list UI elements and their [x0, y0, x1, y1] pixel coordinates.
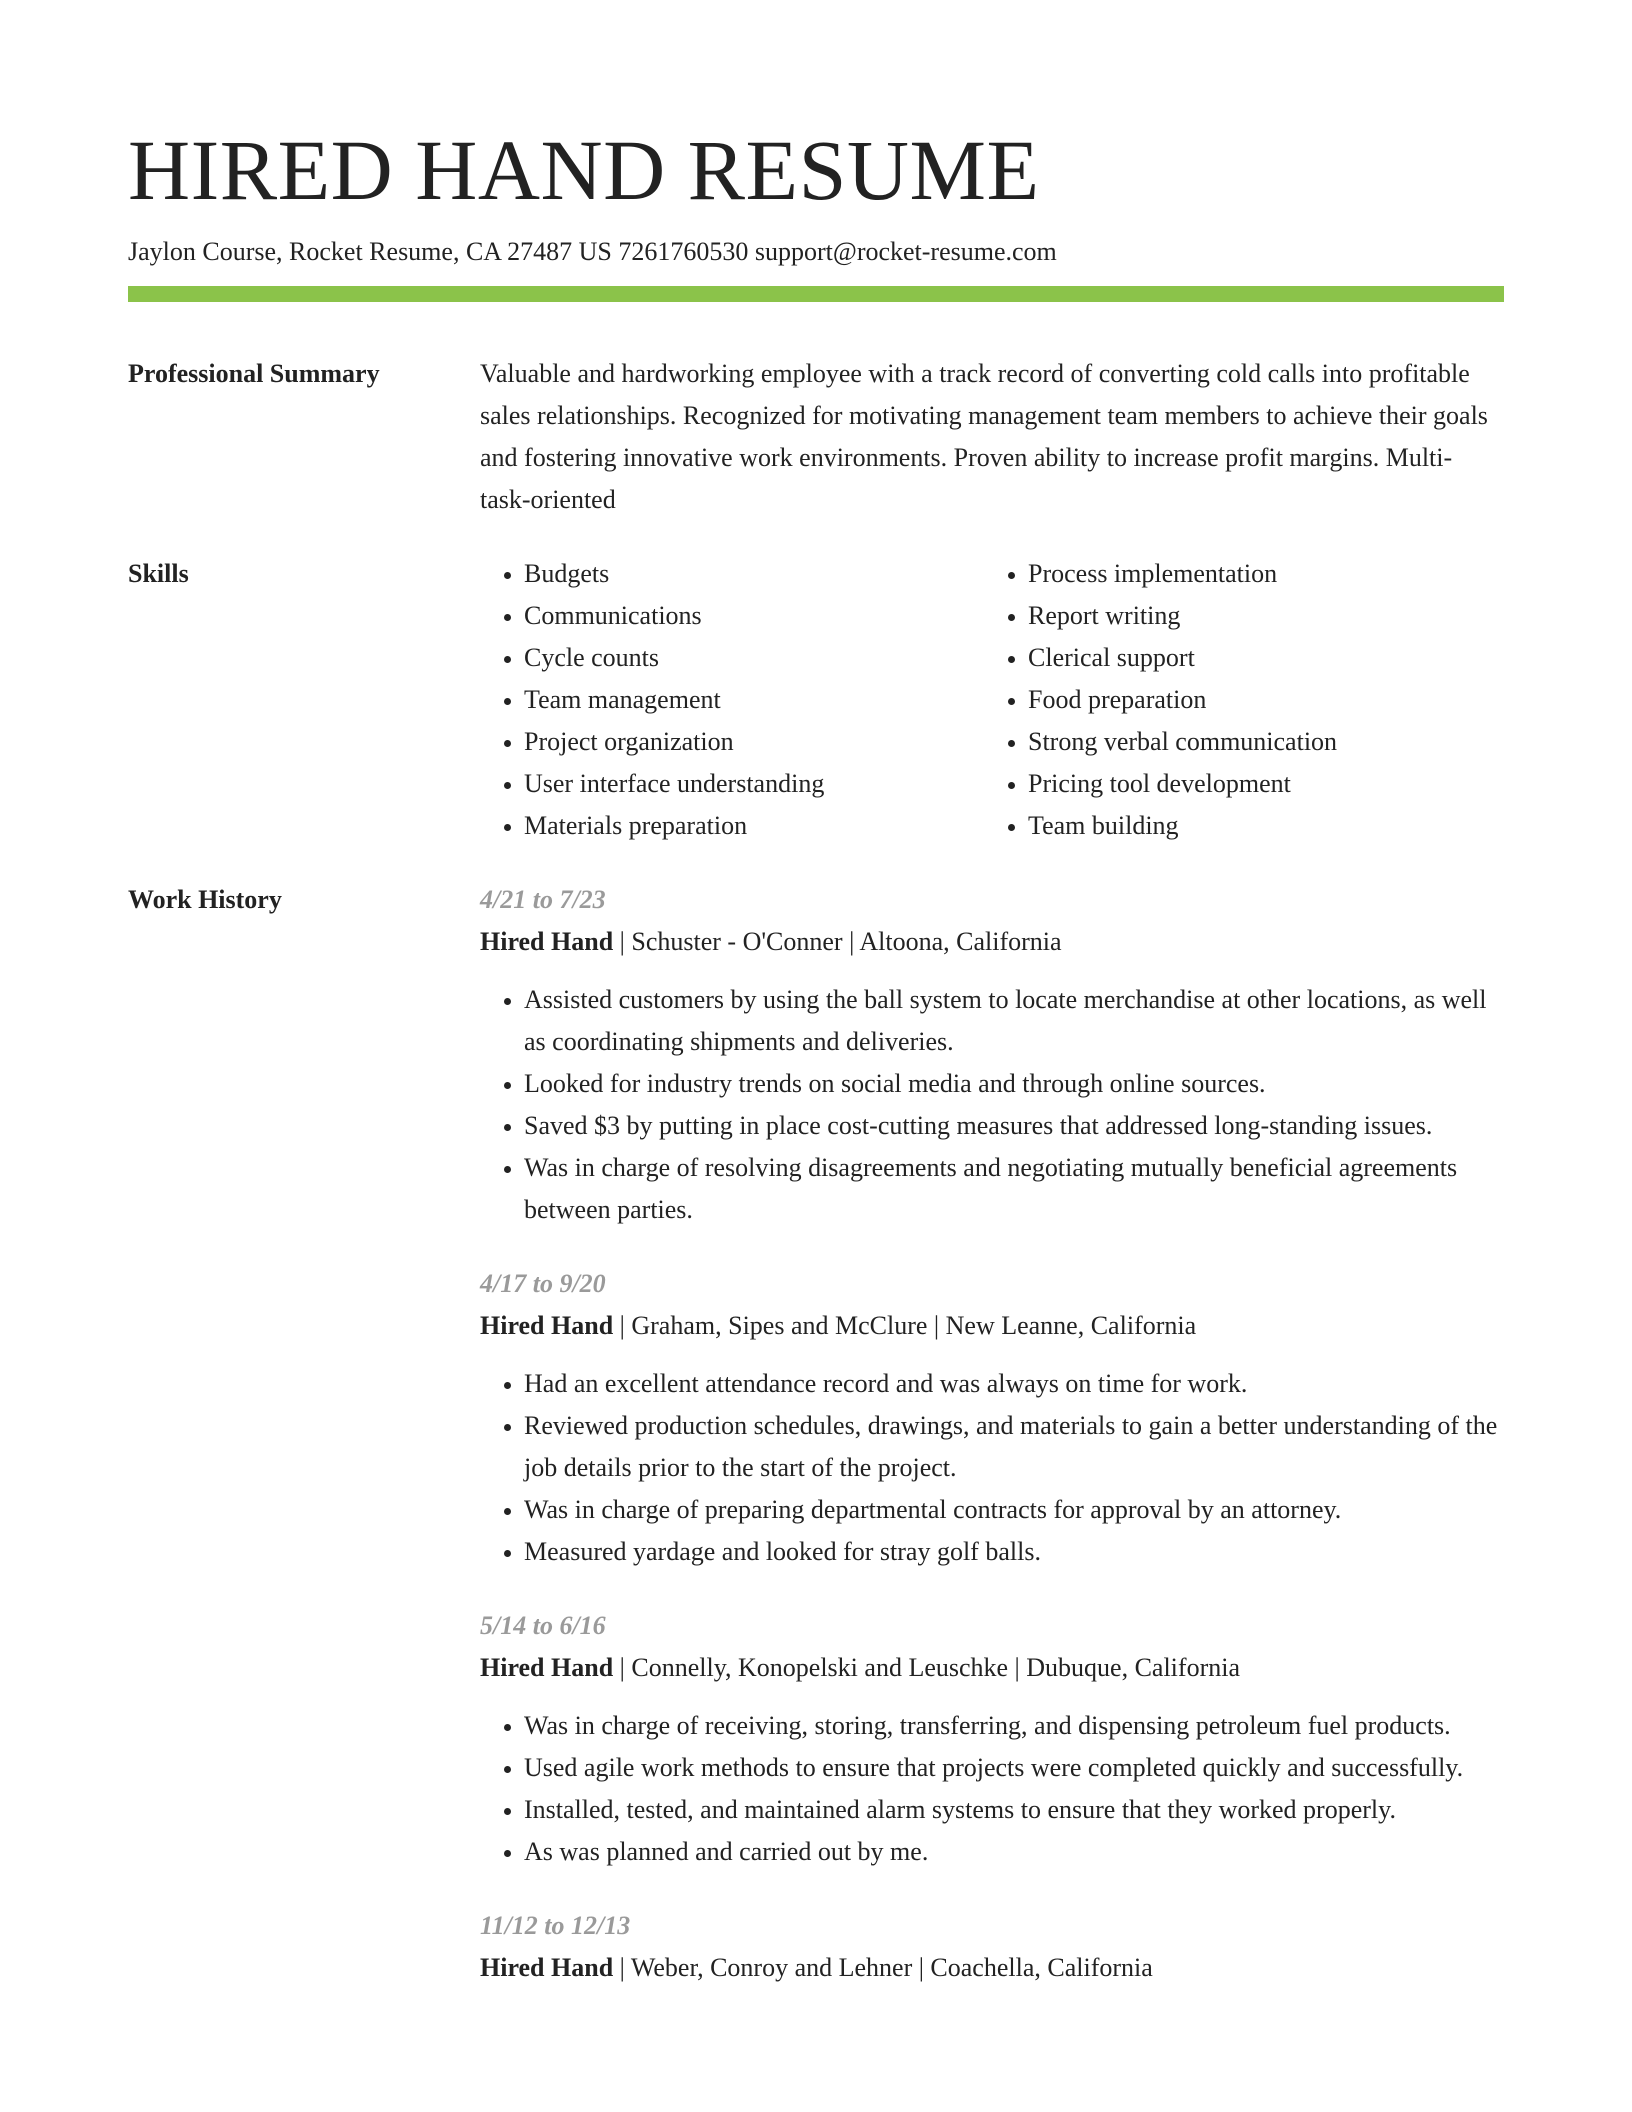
job-bullet: • Reviewed production schedules, drawings, and materials to gain a better understanding of the job details prior to the start of the project. — [524, 1405, 1504, 1489]
skill-item: • Cycle counts — [524, 637, 984, 679]
section-label-work: Work History — [128, 885, 282, 914]
job-bullet: • Was in charge of resolving disagreements and negotiating mutually beneficial agreements between parties. — [524, 1147, 1504, 1231]
job-title: Hired Hand — [480, 1311, 614, 1340]
section-label-summary: Professional Summary — [128, 359, 380, 388]
job-bullet-list — [480, 1705, 1504, 1873]
job-heading — [480, 921, 1504, 963]
job-dates: 4/17 to 9/20 — [480, 1269, 606, 1298]
summary-text: Valuable and hardworking employee with a track record of converting cold calls into profitable sales relationships. Recognized for motivating management team members to achieve their goals and fostering innovative work environments. Proven ability to increase profit margins. Multi-task-oriented — [480, 359, 1488, 514]
job-bullet-list — [480, 1363, 1504, 1573]
job-bullet: • Saved $3 by putting in place cost-cutting measures that addressed long-standing issues. — [524, 1105, 1504, 1147]
job-employer-location: | Graham, Sipes and McClure | New Leanne, California — [613, 1311, 1197, 1340]
job-dates: 4/21 to 7/23 — [480, 885, 606, 914]
job-bullet: • Was in charge of receiving, storing, transferring, and dispensing petroleum fuel products. — [524, 1705, 1504, 1747]
job-title: Hired Hand — [480, 927, 614, 956]
skill-item: • User interface understanding — [524, 763, 984, 805]
professional-summary-section — [128, 353, 1504, 521]
job-bullet: • As was planned and carried out by me. — [524, 1831, 1504, 1873]
skill-item: • Food preparation — [1028, 679, 1488, 721]
job-bullet: • Installed, tested, and maintained alarm systems to ensure that they worked properly. — [524, 1789, 1504, 1831]
skill-item: • Process implementation — [1028, 553, 1488, 595]
work-history-section — [128, 879, 1504, 2021]
skill-item: • Report writing — [1028, 595, 1488, 637]
job-bullet: • Was in charge of preparing departmental contracts for approval by an attorney. — [524, 1489, 1504, 1531]
job-heading — [480, 1305, 1504, 1347]
skill-item: • Communications — [524, 595, 984, 637]
job-bullet: • Used agile work methods to ensure that projects were completed quickly and successfully. — [524, 1747, 1504, 1789]
job-employer-location: | Schuster - O'Conner | Altoona, California — [613, 927, 1062, 956]
skills-columns — [480, 553, 1504, 847]
skills-section — [128, 553, 1504, 847]
skill-item: • Project organization — [524, 721, 984, 763]
job-bullet: • Assisted customers by using the ball system to locate merchandise at other locations, as well as coordinating shipments and deliveries. — [524, 979, 1504, 1063]
job-entry — [480, 1905, 1504, 1989]
skills-list-right — [984, 553, 1488, 847]
skill-item: • Budgets — [524, 553, 984, 595]
job-bullet: • Had an excellent attendance record and was always on time for work. — [524, 1363, 1504, 1405]
resume-title: HIRED HAND RESUME — [128, 122, 1040, 218]
job-bullet-list — [480, 979, 1504, 1231]
job-heading — [480, 1647, 1504, 1689]
skills-list-left — [480, 553, 984, 847]
skill-item: • Strong verbal communication — [1028, 721, 1488, 763]
contact-line: Jaylon Course, Rocket Resume, CA 27487 US 7261760530 support@rocket-resume.com — [128, 237, 1057, 266]
job-entry — [480, 1263, 1504, 1573]
skill-item: • Team management — [524, 679, 984, 721]
skill-item: • Materials preparation — [524, 805, 984, 847]
accent-divider — [128, 286, 1504, 302]
job-heading — [480, 1947, 1504, 1989]
skill-item: • Clerical support — [1028, 637, 1488, 679]
job-employer-location: | Weber, Conroy and Lehner | Coachella, California — [613, 1953, 1153, 1982]
section-label-skills: Skills — [128, 559, 189, 588]
job-bullet: • Measured yardage and looked for stray golf balls. — [524, 1531, 1504, 1573]
resume-page — [128, 118, 1504, 2021]
job-entry — [480, 1605, 1504, 1873]
skill-item: • Team building — [1028, 805, 1488, 847]
job-title: Hired Hand — [480, 1953, 614, 1982]
job-dates: 5/14 to 6/16 — [480, 1611, 606, 1640]
job-employer-location: | Connelly, Konopelski and Leuschke | Dubuque, California — [613, 1653, 1240, 1682]
job-entry — [480, 879, 1504, 1231]
skill-item: • Pricing tool development — [1028, 763, 1488, 805]
job-title: Hired Hand — [480, 1653, 614, 1682]
job-list — [480, 879, 1504, 2021]
job-bullet: • Looked for industry trends on social media and through online sources. — [524, 1063, 1504, 1105]
job-dates: 11/12 to 12/13 — [480, 1911, 631, 1940]
